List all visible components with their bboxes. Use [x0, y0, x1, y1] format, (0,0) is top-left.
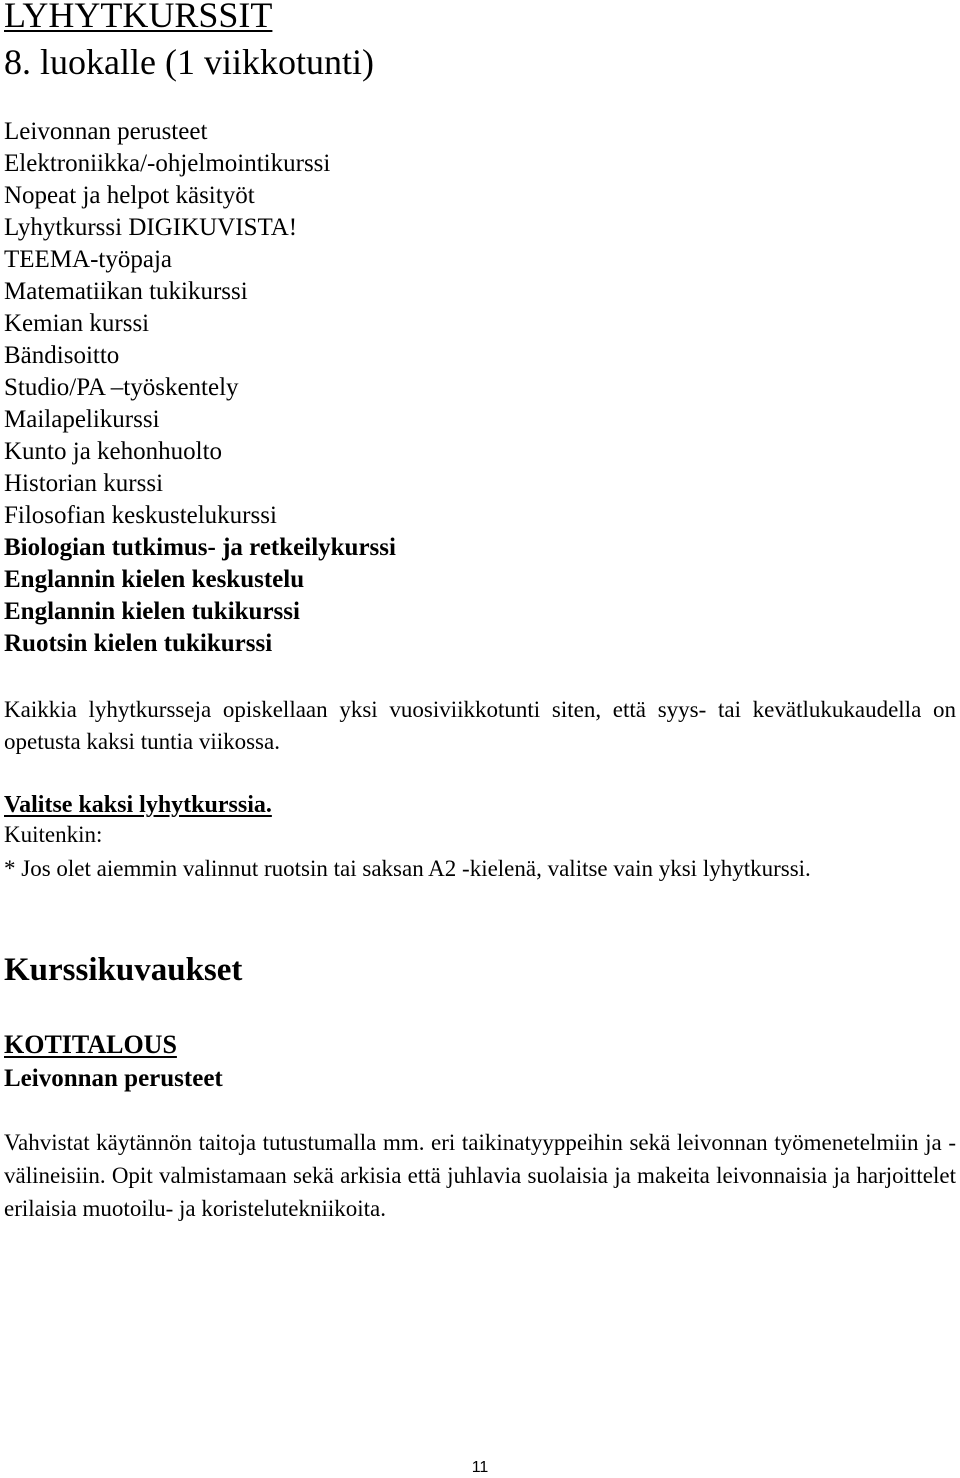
selection-note: * Jos olet aiemmin valinnut ruotsin tai saksan A2 -kielenä, valitse vain yksi lyhytkurssi.	[4, 856, 811, 881]
however-label: Kuitenkin:	[4, 822, 103, 847]
course-heading: Leivonnan perusteet	[4, 1065, 223, 1092]
course-list-item: Englannin kielen tukikurssi	[4, 598, 300, 625]
course-list-item: Leivonnan perusteet	[4, 118, 208, 145]
course-list-item: Filosofian keskustelukurssi	[4, 502, 277, 529]
course-list-item: Historian kurssi	[4, 470, 164, 497]
course-list-item: Mailapelikurssi	[4, 406, 160, 433]
course-list-item: Nopeat ja helpot käsityöt	[4, 182, 255, 209]
page-title	[4, 0, 374, 86]
title-line-2: 8. luokalle (1 viikkotunti)	[4, 42, 374, 82]
course-list-item: Biologian tutkimus- ja retkeilykurssi	[4, 534, 396, 561]
course-list-item: Studio/PA –työskentely	[4, 374, 239, 401]
course-list-item: TEEMA-työpaja	[4, 246, 173, 273]
intro-paragraph: Kaikkia lyhytkursseja opiskellaan yksi vuosiviikkotunti siten, että syys- tai kevätlukukaudella on opetusta kaksi tuntia viikossa.	[4, 697, 956, 754]
subject-heading: KOTITALOUS	[4, 1030, 177, 1059]
course-list-item: Ruotsin kielen tukikurssi	[4, 630, 273, 657]
title-line-1: LYHYTKURSSIT	[4, 0, 273, 35]
descriptions-heading: Kurssikuvaukset	[4, 952, 243, 988]
course-list-item: Lyhytkurssi DIGIKUVISTA!	[4, 214, 298, 241]
choose-two-courses: Valitse kaksi lyhytkurssia.	[4, 792, 272, 818]
page-number: 11	[471, 1459, 489, 1476]
course-list-item: Kunto ja kehonhuolto	[4, 438, 223, 465]
course-list	[4, 116, 396, 660]
selection-instruction	[4, 789, 272, 821]
course-list-item: Bändisoitto	[4, 342, 120, 369]
course-description: Vahvistat käytännön taitoja tutustumalla mm. eri taikinatyyppeihin sekä leivonnan työmenetelmiin ja -välineisiin. Opit valmistamaan sekä arkisia että juhlavia suolaisia ja makeita leivonnaisia ja harjoittelet erilaisia muotoilu- ja koristelutekniikoita.	[4, 1130, 956, 1221]
course-list-item: Englannin kielen keskustelu	[4, 566, 305, 593]
course-list-item: Kemian kurssi	[4, 310, 150, 337]
course-list-item: Matematiikan tukikurssi	[4, 278, 248, 305]
course-list-item: Elektroniikka/-ohjelmointikurssi	[4, 150, 331, 177]
